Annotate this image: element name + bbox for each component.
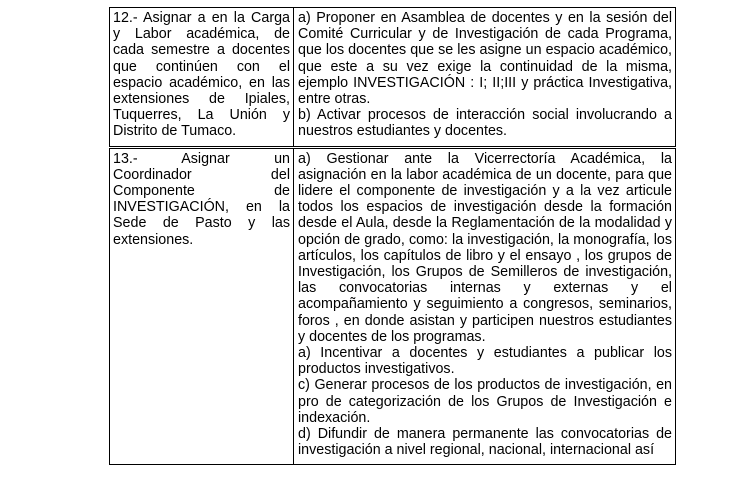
action-text: a) Proponer en Asamblea de docentes y en la sesión del Comité Curricular y de Investigación de cada Programa, que los docentes que se les asigne un espacio académico, que este a su vez exige la continuidad de la misma, ejemplo INVESTIGACIÓN : I; II;III y práctica Investigativa, entre otras.: [298, 10, 672, 108]
action-text: b) Activar procesos de interacción social involucrando a nuestros estudiantes y docentes.: [298, 107, 672, 140]
item-cell: [110, 8, 294, 148]
table-row: [110, 147, 676, 465]
action-text: a) Incentivar a docentes y estudiantes a publicar los productos investigativos.: [298, 345, 672, 378]
item-cell: [110, 147, 294, 465]
action-text: c) Generar procesos de los productos de investigación, en pro de categorización de los Grupos de Investigación e indexación.: [298, 377, 672, 426]
actions-cell: [294, 147, 676, 465]
item-text: 12.- Asignar a en la Carga y Labor académica, de cada semestre a docentes que continúen con el espacio académico, en las extensiones de Ipiales, Tuquerres, La Unión y Distrito de Tumaco.: [113, 10, 290, 140]
table-row: [110, 8, 676, 148]
item-text: 13.- Asignar un Coordinador del Componente de INVESTIGACIÓN, en la Sede de Pasto y las extensiones.: [113, 150, 290, 248]
action-text: d) Difundir de manera permanente las convocatorias de investigación a nivel regional, nacional, internacional así: [298, 426, 672, 459]
actions-table: [109, 7, 676, 465]
action-text: a) Gestionar ante la Vicerrectoría Académica, la asignación en la labor académica de un docente, para que lidere el componente de investigación y a la vez articule todos los espacios de investigación desde la formación desde el Aula, desde la Reglamentación de la modalidad y opción de grado, como: la investigación, la monografía, los artículos, los capítulos de libro y el ensayo , los grupos de Investigación, los Grupos de Semilleros de investigación, las convocatorias internas y externas y el acompañamiento y seguimiento a congresos, seminarios, foros , en donde asistan y participen nuestros estudiantes y docentes de los programas.: [298, 150, 672, 345]
actions-cell: [294, 8, 676, 148]
